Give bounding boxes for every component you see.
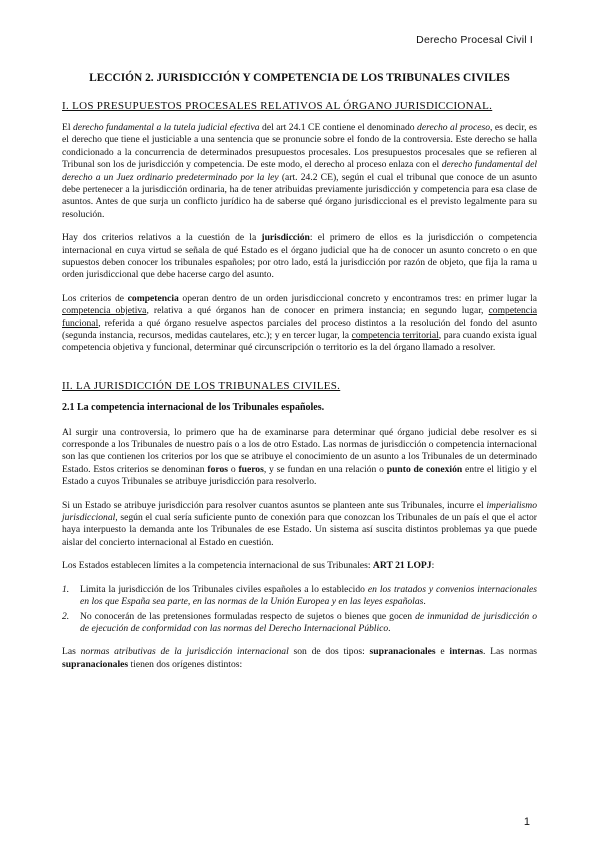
bold-text: ART 21 LOPJ: [372, 560, 432, 572]
numbered-list: [62, 584, 537, 636]
bold-text: supranacionales: [62, 658, 129, 670]
paragraph: [62, 500, 537, 550]
paragraph: [62, 232, 537, 282]
italic-text: imperialismo jurisdiccional: [62, 499, 537, 524]
section-2-heading: II. LA JURISDICCIÓN DE LOS TRIBUNALES CIVILES.: [62, 379, 341, 392]
italic-text: normas atributivas de la jurisdicción internacional: [80, 646, 289, 658]
list-item: [62, 611, 537, 636]
bold-text: punto de conexión: [386, 463, 463, 475]
subsection-heading: 2.1 La competencia internacional de los Tribunales españoles.: [62, 402, 325, 414]
bold-text: supranacionales: [369, 646, 436, 658]
underlined-text: competencia territorial: [351, 330, 439, 341]
running-header: Derecho Procesal Civil I: [416, 34, 533, 46]
list-number: 1.: [62, 583, 70, 595]
spacer: [62, 366, 537, 380]
bold-text: fueros: [238, 463, 264, 475]
bold-text: foros: [207, 463, 229, 475]
section-1-heading: I. LOS PRESUPUESTOS PROCESALES RELATIVOS AL ÓRGANO JURISDICCIONAL.: [62, 99, 493, 112]
text-run: .: [423, 596, 426, 608]
text-run: Hay dos criterios relativos a la cuestión de la: [62, 232, 262, 244]
text-run: : el primero de ellos es la jurisdicción o competencia internacional en cuya virtud se señala de qué Estado es el órgano judicial que ha de conocer un asunto concreto o en que supuestos deben conocer los tribunales españoles; por otro lado, está la jurisdicción por razón de objeto, que fija la rama u orden jurisdiccional que debe hacerse cargo del asunto.: [62, 232, 537, 281]
text-run: Los Estados establecen límites a la competencia internacional de sus Tribunales:: [62, 560, 373, 572]
bold-text: internas: [449, 646, 483, 658]
text-run: Limita la jurisdicción de los Tribunales civiles españoles a lo establecido: [80, 583, 368, 595]
paragraph: [62, 560, 537, 572]
list-item-text: [80, 584, 537, 609]
text-run: (art. 24.2 CE), según el cual el tribunal que conoce de un asunto debe pertenecer a la jurisdicción ordinaria, ha de tener atribuidas previamente jurisdicción y competencia para esa clase de asuntos. Antes de que surja un conflicto jurídico ha de saberse qué órgano jurisdiccional es el previsto legalmente para su resolución.: [62, 171, 537, 220]
document-body: [62, 72, 537, 682]
text-run: del art 24.1 CE contiene el denominado: [259, 121, 418, 133]
text-run: :: [431, 560, 435, 572]
paragraph: [62, 646, 537, 671]
text-run: entre el litigio y el Estado a cuyos Tribunales se atribuye jurisdicción para resolverlo.: [62, 463, 538, 488]
list-item-text: [80, 611, 537, 636]
text-run: operan dentro de un orden jurisdiccional concreto y encontramos tres: en primer lugar la: [178, 292, 537, 304]
italic-text: derecho al proceso: [417, 121, 491, 133]
text-run: El: [62, 121, 73, 133]
lesson-title: LECCIÓN 2. JURISDICCIÓN Y COMPETENCIA DE LOS TRIBUNALES CIVILES: [89, 72, 510, 84]
paragraph: [62, 293, 537, 355]
list-item: [62, 584, 537, 609]
page-number: 1: [523, 816, 530, 828]
italic-text: de inmunidad de jurisdicción o de ejecución de conformidad con las normas del Derecho Internacional Público: [80, 610, 537, 634]
italic-text: derecho fundamental del derecho a un Juez ordinario predeterminado por la ley: [62, 159, 537, 183]
text-run: o: [228, 463, 239, 475]
text-run: , relativa a qué órganos han de conocer en primera instancia; en segundo lugar,: [146, 305, 489, 317]
text-run: , según el cual sería suficiente punto de conexión para que conozcan los Tribunales de un país el que el actor haya interpuesto la demanda ante los Tribunales de ese Estado. Un sistema así suscita distintos problemas ya que puede aislar del concierto internacional al Estado en cuestión.: [62, 512, 537, 548]
underlined-text: competencia objetiva: [62, 305, 147, 317]
paragraph: [62, 427, 537, 489]
text-run: , es decir, es el derecho que tiene el justiciable a una sentencia que se pronuncie sobre el fondo de la controversia. Este derecho se halla condicionado a la concurrencia de determinados presupuestos procesales. Los presupuestos procesales que se refieren al Tribunal son los de jurisdicción y competencia. De este modo, el derecho al proceso enlaza con el: [62, 121, 537, 171]
paragraph: [62, 122, 537, 221]
text-run: , y se fundan en una relación o: [263, 463, 387, 475]
text-run: Si un Estado se atribuye jurisdicción para resolver cuantos asuntos se planteen ante sus Tribunales, incurre el: [62, 499, 487, 511]
text-run: .: [388, 622, 391, 634]
bold-text: competencia: [127, 292, 179, 304]
text-run: . Las normas: [483, 646, 537, 658]
text-run: Los criterios de: [62, 292, 128, 304]
underlined-text: competencia funcional: [62, 305, 537, 329]
text-run: No conocerán de las pretensiones formuladas respecto de sujetos o bienes que gocen: [80, 610, 416, 622]
text-run: tienen dos orígenes distintos:: [128, 658, 243, 670]
text-run: Al surgir una controversia, lo primero que ha de examinarse para determinar qué órgano judicial debe resolver es si corresponde a los Tribunales de nuestro país o a los de otro Estado. Las normas de jurisdicción o competencia internacional son las que contienen los criterios por los que se atribuye el conocimiento de un asunto a los Tribunales de un determinado Estado. Estos criterios se denominan: [62, 426, 537, 475]
list-number: 2.: [62, 610, 70, 622]
italic-text: derecho fundamental a la tutela judicial efectiva: [73, 121, 260, 133]
text-run: son de dos tipos:: [288, 646, 370, 658]
text-run: e: [435, 646, 450, 658]
text-run: , para cuando exista igual competencia objetiva y funcional, determinar qué circunscripción o territorio es la del órgano llamado a resolver.: [62, 330, 537, 354]
bold-text: jurisdicción: [261, 232, 310, 244]
text-run: Las: [62, 646, 81, 658]
text-run: , referida a qué órgano resuelve aspectos parciales del proceso distintos a la resolución del fondo del asunto (segunda instancia, recursos, medidas cautelares, etc.); y en tercer lugar, la: [62, 317, 537, 341]
italic-text: en los tratados y convenios internacionales en los que España sea parte, en las normas de la Unión Europea y en las leyes españolas: [80, 583, 537, 608]
